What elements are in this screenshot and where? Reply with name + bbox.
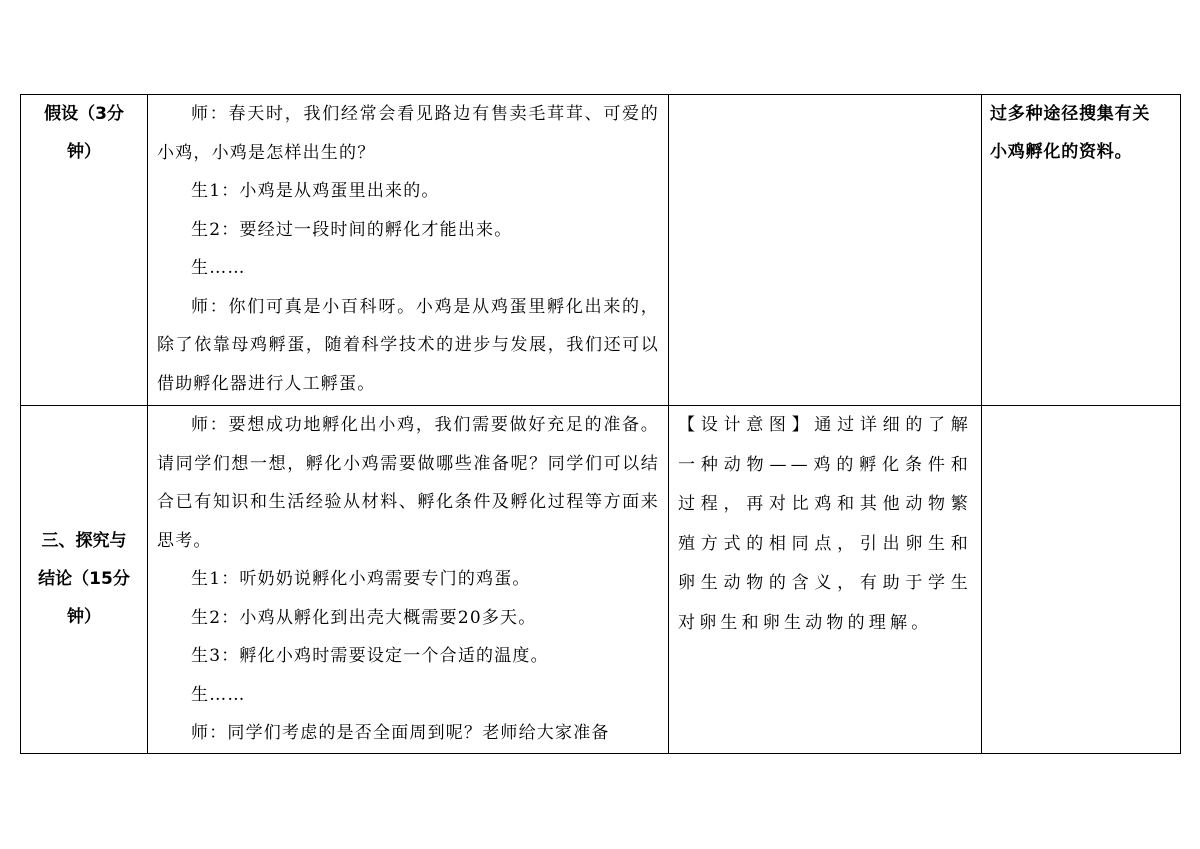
dialogue-paragraph: 师：同学们考虑的是否全面周到呢？老师给大家准备 <box>191 723 610 743</box>
process-text <box>148 95 668 403</box>
dialogue-paragraph: 生2：要经过一段时间的孵化才能出来。 <box>191 219 513 240</box>
stage-line: 三、探究与 <box>41 531 127 552</box>
dialogue-paragraph: 生2：小鸡从孵化到出壳大概需要20多天。 <box>191 607 537 628</box>
dialogue-paragraph: 生1：听奶奶说孵化小鸡需要专门的鸡蛋。 <box>191 569 531 589</box>
dialogue-paragraph: 生…… <box>191 258 246 278</box>
note-cell <box>982 406 1181 754</box>
note-text <box>982 95 1180 171</box>
stage-line: 假设（3分 <box>44 104 124 124</box>
stage-line: 钟） <box>67 142 101 162</box>
stage-line: 钟） <box>67 607 101 628</box>
stage-cell <box>21 95 148 406</box>
stage-cell <box>21 406 148 754</box>
note-cell <box>982 95 1181 406</box>
process-cell <box>148 95 669 406</box>
dialogue-paragraph: 生3：孵化小鸡时需要设定一个合适的温度。 <box>191 646 549 666</box>
table-row <box>21 95 1181 406</box>
dialogue-paragraph: 生1：小鸡是从鸡蛋里出来的。 <box>191 181 440 201</box>
stage-label <box>21 522 147 636</box>
design-intent-text: 【设计意图】通过详细的了解一种动物——鸡的孵化条件和过程，再对比鸡和其他动物繁殖方式的相同点，引出卵生和卵生动物的含义，有助于学生对卵生和卵生动物的理解。 <box>678 415 972 633</box>
intent-cell <box>669 95 982 406</box>
lesson-plan-table <box>20 94 1181 754</box>
table-row <box>21 406 1181 754</box>
stage-label <box>21 95 147 171</box>
process-cell <box>148 406 669 754</box>
process-text <box>148 406 668 753</box>
note-line: 小鸡孵化的资料。 <box>990 142 1133 162</box>
dialogue-paragraph: 师：你们可真是小百科呀。小鸡是从鸡蛋里孵化出来的，除了依靠母鸡孵蛋，随着科学技术的进步与发展，我们还可以借助孵化器进行人工孵蛋。 <box>157 296 659 394</box>
note-line: 过多种途径搜集有关 <box>990 104 1151 124</box>
stage-line: 结论（15分 <box>38 569 130 590</box>
intent-cell <box>669 406 982 754</box>
dialogue-paragraph: 师：春天时，我们经常会看见路边有售卖毛茸茸、可爱的小鸡，小鸡是怎样出生的？ <box>157 104 659 163</box>
dialogue-paragraph: 师：要想成功地孵化出小鸡，我们需要做好充足的准备。请同学们想一想，孵化小鸡需要做哪些准备呢？同学们可以结合已有知识和生活经验从材料、孵化条件及孵化过程等方面来思考。 <box>157 415 659 551</box>
dialogue-paragraph: 生…… <box>191 684 246 705</box>
